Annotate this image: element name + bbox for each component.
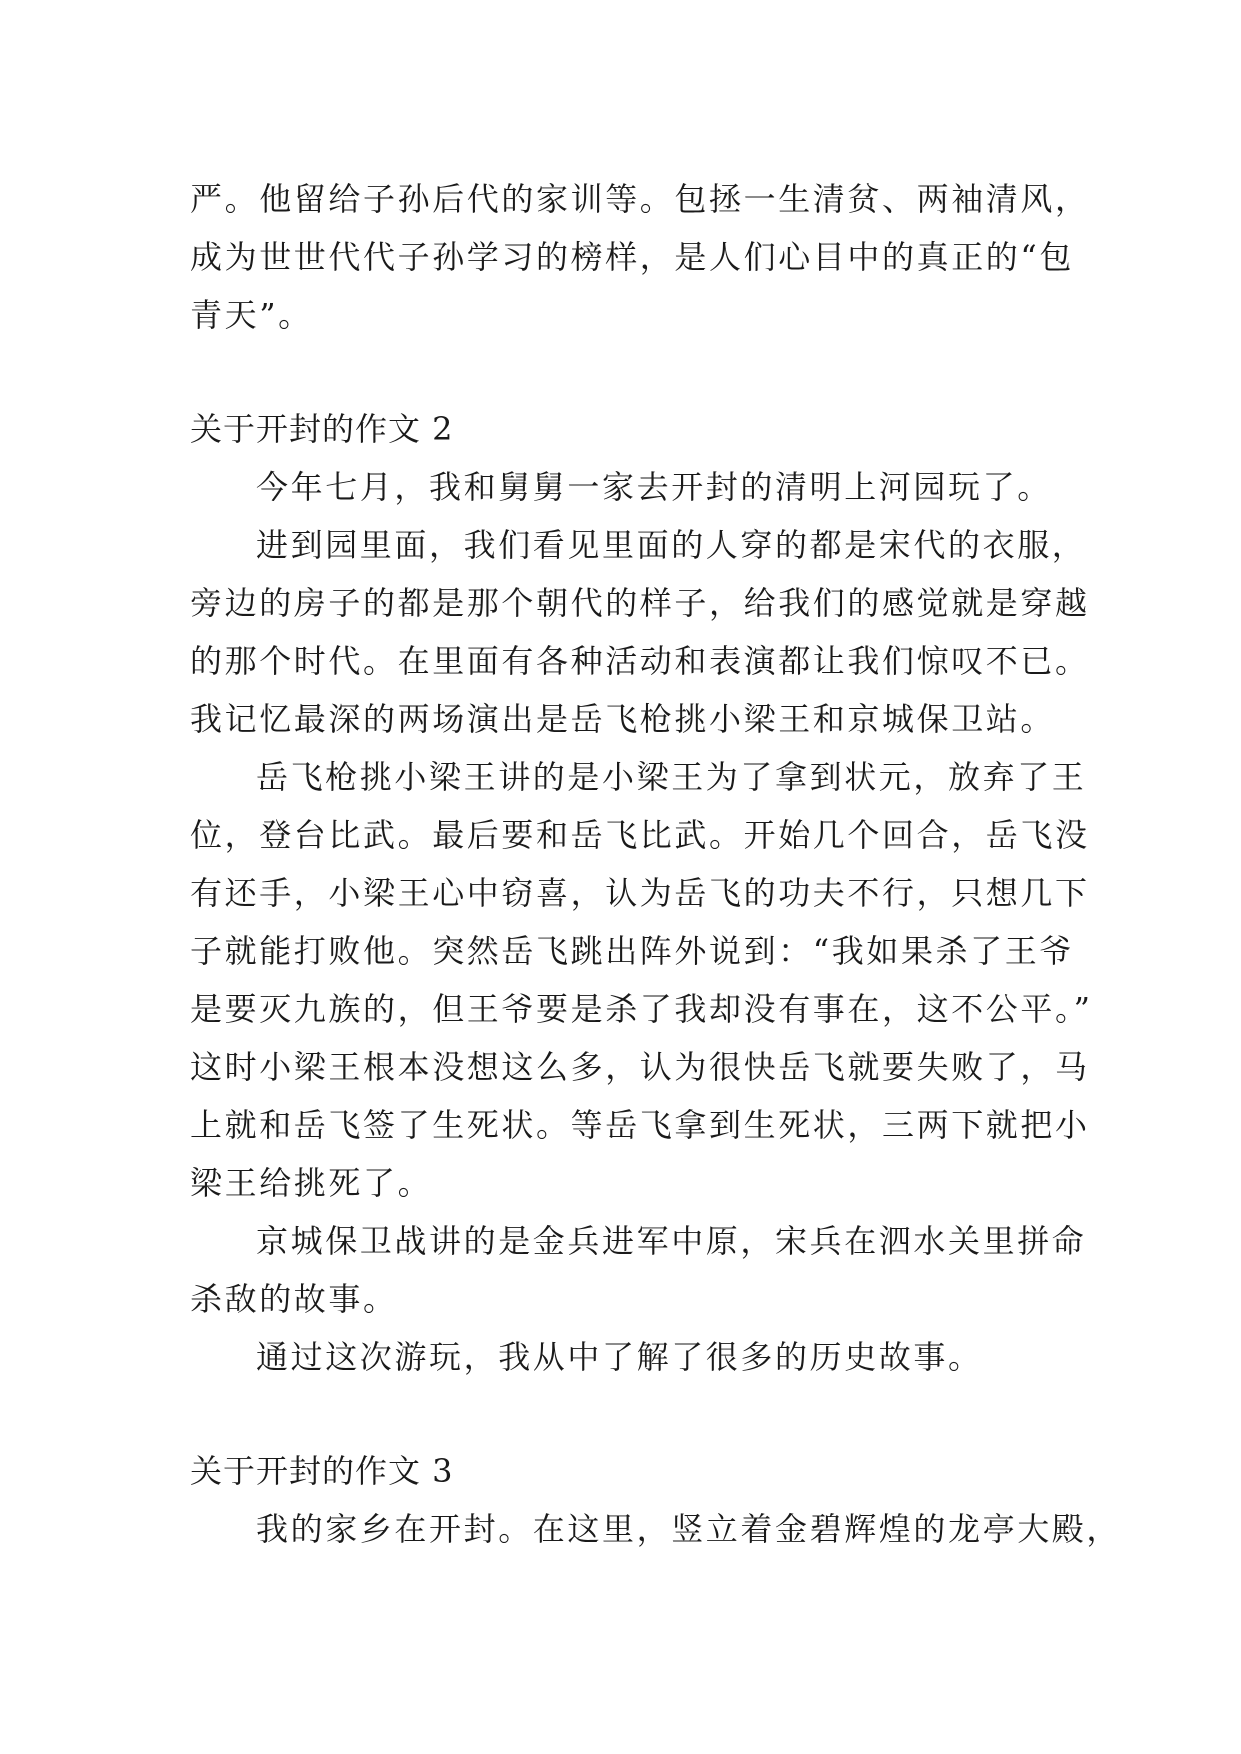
paragraph-section1-tail [190,170,1090,344]
paragraph-2-5 [190,1328,1070,1386]
text-line: 进到园里面，我们看见里面的人穿的都是宋代的衣服， [256,526,1087,564]
section-gap [190,1386,1070,1442]
paragraph-2-4 [190,1212,1087,1328]
paragraph-3-1 [190,1500,1122,1558]
text-line: 位，登台比武。最后要和岳飞比武。开始几个回合，岳飞没 [190,816,1090,854]
text-line: 有还手，小梁王心中窃喜，认为岳飞的功夫不行，只想几下 [190,874,1090,912]
section-heading-2: 关于开封的作文 2 [190,410,454,448]
text-line: 的那个时代。在里面有各种活动和表演都让我们惊叹不已。 [190,642,1090,680]
text-line: 岳飞枪挑小梁王讲的是小梁王为了拿到状元，放弃了王 [256,758,1087,796]
text-line: 我记忆最深的两场演出是岳飞枪挑小梁王和京城保卫站。 [190,700,1056,738]
text-line: 成为世世代代子孙学习的榜样，是人们心目中的真正的“包 [190,238,1074,276]
text-line: 旁边的房子的都是那个朝代的样子，给我们的感觉就是穿越 [190,584,1090,622]
text-line: 子就能打败他。突然岳飞跳出阵外说到：“我如果杀了王爷 [190,932,1074,970]
text-line: 这时小梁王根本没想这么多，认为很快岳飞就要失败了，马 [190,1048,1090,1086]
paragraph-2-2 [190,516,1090,748]
text-line: 今年七月，我和舅舅一家去开封的清明上河园玩了。 [256,468,1052,506]
text-line: 梁王给挑死了。 [190,1164,433,1202]
text-line: 通过这次游玩，我从中了解了很多的历史故事。 [256,1338,983,1376]
text-line: 青天”。 [190,296,313,334]
text-line: 京城保卫战讲的是金兵进军中原，宋兵在泗水关里拼命 [256,1222,1087,1260]
text-line: 我的家乡在开封。在这里，竖立着金碧辉煌的龙亭大殿， [256,1510,1122,1548]
text-line: 严。他留给子孙后代的家训等。包拯一生清贫、两袖清风， [190,180,1090,218]
paragraph-2-3 [190,748,1093,1212]
document-page [190,170,1122,1558]
section-gap [190,344,1070,400]
text-line: 是要灭九族的，但王爷要是杀了我却没有事在，这不公平。” [190,990,1093,1028]
section-heading-3: 关于开封的作文 3 [190,1452,454,1490]
text-line: 杀敌的故事。 [190,1280,398,1318]
paragraph-2-1 [190,458,1070,516]
text-line: 上就和岳飞签了生死状。等岳飞拿到生死状，三两下就把小 [190,1106,1090,1144]
